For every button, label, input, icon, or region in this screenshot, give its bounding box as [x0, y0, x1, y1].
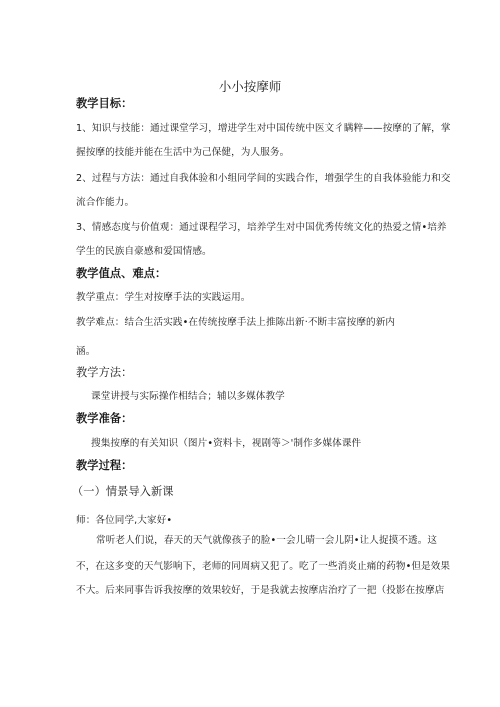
objective-1-line-1: 1、知识与技能：通过课堂学习，增进学生对中国传统中医文彳瞒粹——按摩的了解，掌	[76, 123, 451, 134]
objective-3-line-2: 学生的民族自豪感和爱国情感。	[76, 246, 212, 257]
section-heading-preparation: 教学准备：	[76, 412, 133, 425]
objective-2-line-2: 流合作能力。	[76, 197, 135, 208]
preparation-text: 搜集按摩的有关知识（图片•资料卡，视剧等＞'制作多媒体课件	[91, 438, 362, 449]
page-title: 小小按摩师	[218, 79, 282, 94]
difficulty-line-2: 涵。	[76, 346, 96, 357]
objective-3-line-1: 3、情感态度与价值观：通过课程学习，培养学生对中国优秀传统文化的热爱之情•培养	[76, 222, 447, 233]
teacher-greeting: 师：各位同学,大家好•	[76, 515, 173, 526]
objective-2-line-1: 2、过程与方法：通过自我体验和小组同学间的实践合作，增强学生的自我体验能力和交	[76, 173, 451, 184]
section-heading-key-points: 教学值点、难点：	[76, 267, 167, 280]
key-point-text: 教学重点：学生对按摩手法的实践运用。	[76, 292, 251, 303]
story-line-1: 常听老人们说，春天的天气就像孩子的脸•一会儿晴一会儿阴•让人捉摸不透。这	[96, 535, 438, 546]
section-heading-process: 教学过程：	[76, 459, 133, 472]
section-heading-objectives: 教学目标：	[76, 97, 133, 110]
methods-text: 课堂讲授与实际操作相结合；辅以多媒体教学	[91, 391, 285, 402]
section-heading-methods: 教学方法：	[76, 366, 133, 379]
story-line-2: 不，在这多变的天气影响下，老师的同周病又犯了。吃了一些消炎止痛的药物•但是效果	[76, 561, 451, 572]
subsection-heading-intro: （一）情景导入新课	[72, 485, 174, 498]
story-line-3: 不大。后来同事告诉我按摩的效果较好，于是我就去按摩店治疗了一把（投影在按摩店	[76, 585, 445, 596]
objective-1-line-2: 握按摩的技能并能在生活中为己保健，为人服务。	[76, 147, 290, 158]
difficulty-line-1: 教学难点：结合生活实践•在传统按摩手法上推陈出新·不断丰富按摩的新内	[76, 317, 396, 328]
